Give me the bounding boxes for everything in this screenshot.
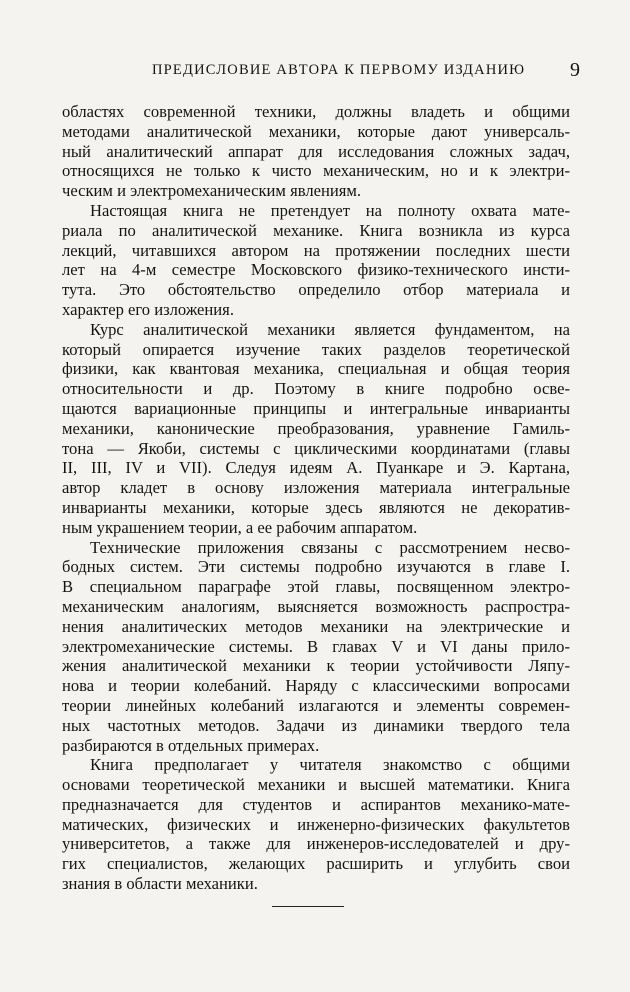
running-head: ПРЕДИСЛОВИЕ АВТОРА К ПЕРВОМУ ИЗДАНИЮ bbox=[152, 62, 526, 78]
text-line: II, III, IV и VII). Следуя идеям А. Пуанкаре и Э. Картана, bbox=[62, 458, 570, 478]
text-line: Книга предполагает у читателя знакомство с общими bbox=[90, 755, 570, 775]
text-line: нения аналитических методов механики на электрические и bbox=[62, 616, 570, 636]
text-line: областях современной техники, должны владеть и общими bbox=[62, 102, 570, 121]
text-line: относящихся не только к чисто механическим, но и к электри- bbox=[62, 161, 570, 181]
text-line: инварианты механики, которые здесь являются не декоратив- bbox=[62, 497, 570, 517]
text-line: Технические приложения связаны с рассмотрением несво- bbox=[90, 537, 570, 557]
text-line: тона — Якоби, системы с циклическими координатами (главы bbox=[62, 438, 570, 458]
text-line: ных частотных методов. Задачи из динамики твердого тела bbox=[62, 715, 570, 735]
text-line: относительности и др. Поэтому в книге подробно осве- bbox=[62, 379, 570, 399]
text-line: ным украшением теории, а ее рабочим аппаратом. bbox=[62, 517, 418, 537]
text-line: щаются вариационные принципы и интегральные инварианты bbox=[62, 398, 570, 418]
text-line: лет на 4-м семестре Московского физико-технического инсти- bbox=[62, 260, 570, 280]
text-line: который опирается изучение таких разделов теоретической bbox=[62, 339, 570, 359]
text-line: разбираются в отдельных примерах. bbox=[62, 735, 320, 755]
text-line: характер его изложения. bbox=[62, 299, 234, 319]
text-line: основами теоретической механики и высшей математики. Книга bbox=[62, 775, 570, 795]
page-number: 9 bbox=[570, 59, 580, 81]
text-line: автор кладет в основу изложения материала интегральные bbox=[62, 478, 570, 498]
text-line: ческим и электромеханическим явлениям. bbox=[62, 181, 362, 201]
text-line: знания в области механики. bbox=[62, 874, 258, 894]
text-line: тута. Это обстоятельство определило отбор материала и bbox=[62, 280, 570, 300]
text-line: риала по аналитической механике. Книга возникла из курса bbox=[62, 220, 570, 240]
text-line: физики, как квантовая механика, специальная и общая теория bbox=[62, 359, 570, 379]
text-line: механики, канонические преобразования, уравнение Гамиль- bbox=[62, 418, 570, 438]
text-line: матических, физических и инженерно-физических факультетов bbox=[62, 814, 570, 834]
text-line: Курс аналитической механики является фундаментом, на bbox=[90, 319, 570, 339]
text-line: ный аналитический аппарат для исследования сложных задач, bbox=[62, 141, 570, 161]
text-line: электромеханические системы. В главах V и VI даны прило- bbox=[62, 636, 570, 656]
text-line: методами аналитической механики, которые дают универсаль- bbox=[62, 121, 570, 141]
text-line: лекций, читавшихся автором на протяжении последних шести bbox=[62, 240, 570, 260]
text-line: университетов, а также для инженеров-исследователей и дру- bbox=[62, 834, 570, 854]
text-line: гих специалистов, желающих расширить и углубить свои bbox=[62, 854, 570, 874]
text-line: В специальном параграфе этой главы, посвященном электро- bbox=[62, 577, 570, 597]
text-line: механическим аналогиям, выясняется возможность распростра- bbox=[62, 596, 570, 616]
page-header bbox=[60, 59, 580, 84]
text-line: теории линейных колебаний излагаются и элементы современ- bbox=[62, 695, 570, 715]
text-line: бодных систем. Эти системы подробно изучаются в главе I. bbox=[62, 557, 570, 577]
text-line: нова и теории колебаний. Наряду с классическими вопросами bbox=[62, 676, 570, 696]
text-line: жения аналитической механики к теории устойчивости Ляпу- bbox=[62, 656, 570, 676]
text-line: предназначается для студентов и аспирантов механико-мате- bbox=[62, 794, 570, 814]
body-text bbox=[62, 102, 570, 894]
text-line: Настоящая книга не претендует на полноту охвата мате- bbox=[90, 200, 570, 220]
end-rule bbox=[272, 906, 344, 907]
